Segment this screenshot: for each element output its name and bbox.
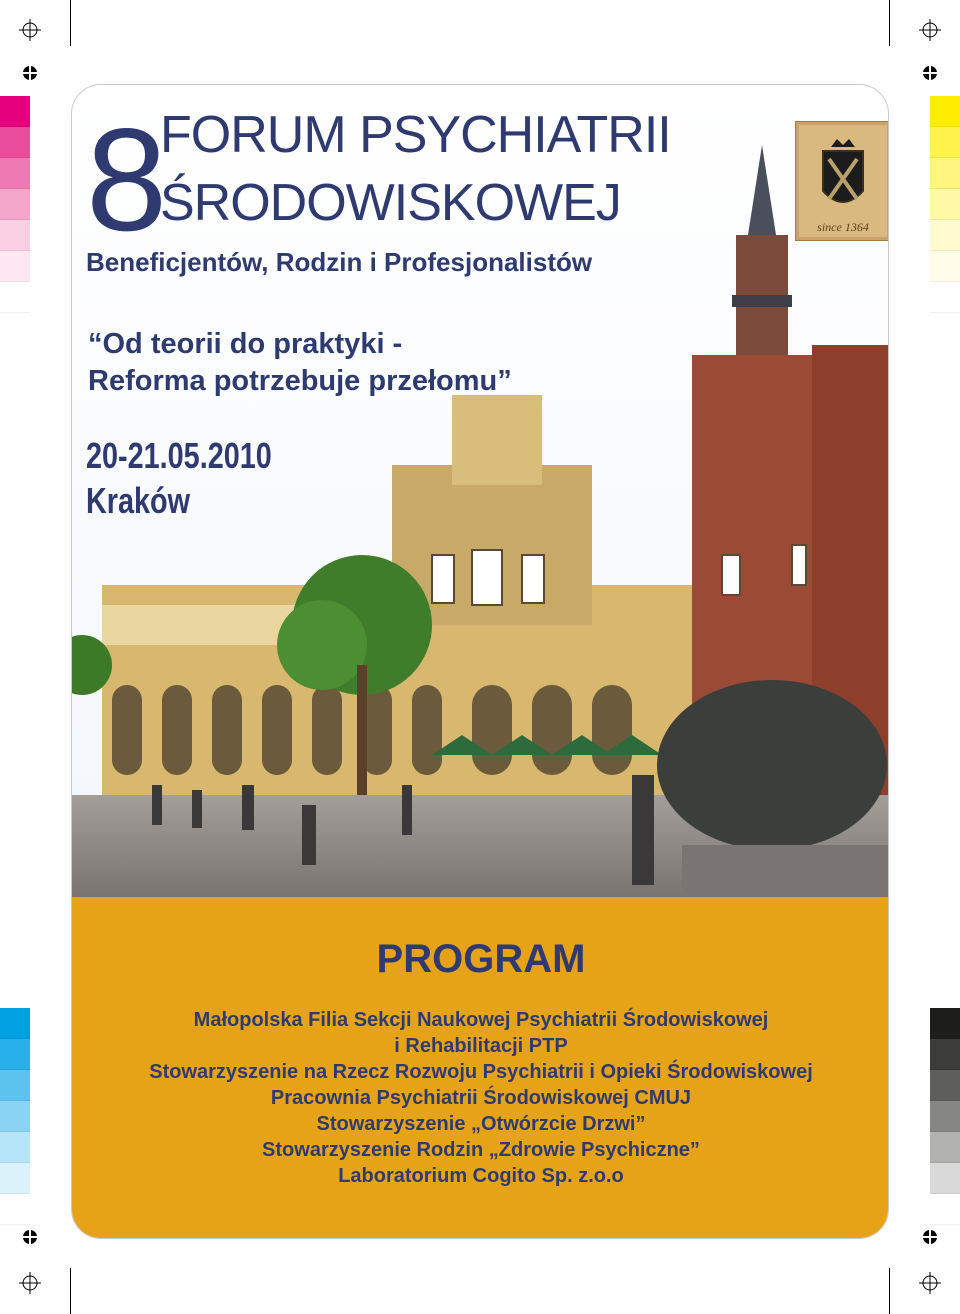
registration-dot <box>923 66 937 80</box>
seal-caption: since 1364 <box>817 220 869 234</box>
color-swatch <box>930 1008 960 1039</box>
cyan-swatch-strip <box>0 1008 30 1225</box>
color-swatch <box>0 282 30 313</box>
registration-mark-top-right <box>919 19 941 41</box>
color-swatch <box>0 1070 30 1101</box>
color-swatch <box>930 1101 960 1132</box>
registration-mark-top-left <box>19 19 41 41</box>
organizer-line: Stowarzyszenie na Rzecz Rozwoju Psychiatrii i Opieki Środowiskowej <box>149 1061 813 1083</box>
crop-mark <box>70 0 71 46</box>
color-swatch <box>0 1039 30 1070</box>
organizer-line: i Rehabilitacji PTP <box>394 1035 568 1057</box>
motto-line1: “Od teorii do praktyki - <box>88 328 403 360</box>
event-city: Kraków <box>86 480 191 521</box>
color-swatch <box>930 96 960 127</box>
registration-dot <box>23 66 37 80</box>
black-swatch-strip <box>930 1008 960 1225</box>
crop-mark <box>70 1268 71 1314</box>
registration-dot <box>23 1230 37 1244</box>
color-swatch <box>930 220 960 251</box>
crop-mark <box>889 1268 890 1314</box>
color-swatch <box>930 127 960 158</box>
color-swatch <box>930 1132 960 1163</box>
university-seal-logo <box>795 121 889 241</box>
organizers-list <box>72 1007 889 1189</box>
color-swatch <box>0 1163 30 1194</box>
color-swatch <box>930 1039 960 1070</box>
registration-mark-bottom-left <box>19 1272 41 1294</box>
forum-title-line2: ŚRODOWISKOWEJ <box>160 174 621 232</box>
organizer-line: Laboratorium Cogito Sp. z.o.o <box>338 1165 624 1187</box>
organizer-line: Pracownia Psychiatrii Środowiskowej CMUJ <box>270 1087 692 1109</box>
program-heading: PROGRAM <box>376 937 586 981</box>
color-swatch <box>930 282 960 313</box>
color-swatch <box>930 1070 960 1101</box>
color-swatch <box>0 1132 30 1163</box>
color-swatch <box>930 1194 960 1225</box>
program-section <box>72 897 889 1239</box>
edition-number: 8 <box>86 98 164 261</box>
color-swatch <box>0 251 30 282</box>
color-swatch <box>930 251 960 282</box>
color-swatch <box>0 127 30 158</box>
registration-mark-bottom-right <box>919 1272 941 1294</box>
color-swatch <box>930 1163 960 1194</box>
magenta-swatch-strip <box>0 96 30 313</box>
registration-dot <box>923 1230 937 1244</box>
color-swatch <box>0 1194 30 1225</box>
crop-mark <box>889 0 890 46</box>
color-swatch <box>0 158 30 189</box>
color-swatch <box>0 96 30 127</box>
color-swatch <box>0 189 30 220</box>
organizer-line: Małopolska Filia Sekcji Naukowej Psychiatrii Środowiskowej <box>193 1009 769 1031</box>
color-swatch <box>930 158 960 189</box>
event-date: 20-21.05.2010 <box>86 435 272 476</box>
motto-line2: Reforma potrzebuje przełomu” <box>88 365 512 397</box>
forum-title-line1: FORUM PSYCHIATRII <box>160 106 671 164</box>
color-swatch <box>0 1101 30 1132</box>
forum-subtitle: Beneficjentów, Rodzin i Profesjonalistów <box>86 247 593 277</box>
color-swatch <box>0 220 30 251</box>
color-swatch <box>0 1008 30 1039</box>
organizer-line: Stowarzyszenie Rodzin „Zdrowie Psychiczne” <box>262 1139 700 1161</box>
poster-card <box>71 84 889 1239</box>
yellow-swatch-strip <box>930 96 960 313</box>
color-swatch <box>930 189 960 220</box>
organizer-line: Stowarzyszenie „Otwórzcie Drzwi” <box>316 1113 646 1135</box>
